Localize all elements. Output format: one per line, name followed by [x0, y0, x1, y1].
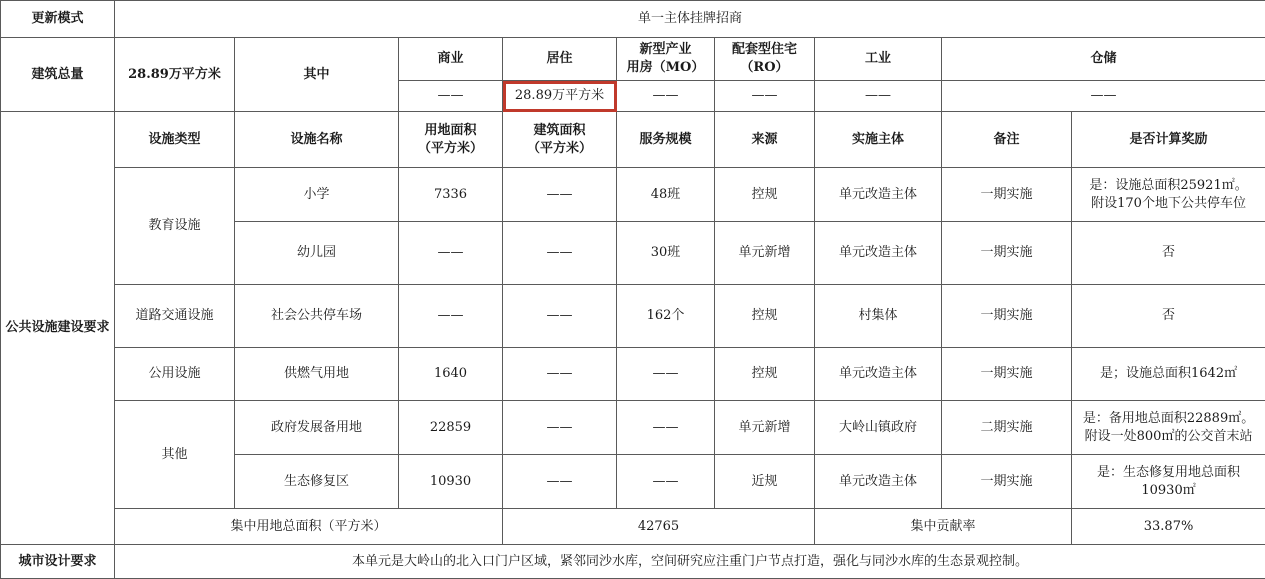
facility-name [235, 401, 399, 455]
building-area-text: —— [507, 244, 612, 262]
table-row [1, 401, 1265, 455]
category-header-text: 仓储 [946, 50, 1261, 68]
facility-column-header [235, 112, 399, 168]
note [942, 348, 1072, 401]
building-area [503, 455, 617, 509]
facility-name [235, 455, 399, 509]
category-value [942, 81, 1265, 112]
category-header [815, 38, 942, 81]
category-value-text: 28.89万平方米 [507, 87, 612, 105]
facility-column-header [942, 112, 1072, 168]
implementer [815, 168, 942, 222]
facility-name-text: 幼儿园 [239, 244, 394, 262]
facility-column-header-text: 设施类型 [119, 131, 230, 149]
facility-column-header-text: 备注 [946, 131, 1067, 149]
implementer [815, 222, 942, 285]
source [715, 168, 815, 222]
reward [1072, 222, 1265, 285]
category-header [617, 38, 715, 81]
building-area-text: —— [507, 365, 612, 383]
category-value-text: —— [719, 87, 810, 105]
implementer-text: 单元改造主体 [819, 365, 937, 383]
summary-rate-label [815, 509, 1072, 545]
service-scale-text: —— [621, 473, 710, 491]
facility-column-header [617, 112, 715, 168]
facility-name-text: 小学 [239, 186, 394, 204]
reward-text: 否 [1076, 244, 1261, 262]
land-area-text: 1640 [403, 365, 498, 383]
facility-column-header-text: 是否计算奖励 [1076, 131, 1261, 149]
category-header-text: 商业 [403, 50, 498, 68]
reward [1072, 168, 1265, 222]
implementer-text: 单元改造主体 [819, 186, 937, 204]
update-mode-value [115, 1, 1265, 38]
facility-type [115, 285, 235, 348]
note-text: 一期实施 [946, 244, 1067, 262]
update-mode-label-text: 更新模式 [5, 10, 110, 28]
facility-column-header-text: 服务规模 [621, 131, 710, 149]
of-which-label-text: 其中 [239, 66, 394, 84]
category-header-text: 配套型住宅 [719, 41, 810, 59]
facility-column-header [115, 112, 235, 168]
facility-type [115, 348, 235, 401]
building-area-text: —— [507, 186, 612, 204]
service-scale-text: 162个 [621, 307, 710, 325]
urban-design-label [1, 545, 115, 579]
land-area [399, 455, 503, 509]
land-area-text: 7336 [403, 186, 498, 204]
service-scale-text: 30班 [621, 244, 710, 262]
summary-total-label-text: 集中用地总面积（平方米） [119, 518, 498, 536]
service-scale-text: —— [621, 419, 710, 437]
category-value [503, 81, 617, 112]
land-area-text: —— [403, 244, 498, 262]
note-text: 一期实施 [946, 365, 1067, 383]
facility-name-text: 政府发展备用地 [239, 419, 394, 437]
building-area-text: —— [507, 473, 612, 491]
facility-column-header-text: 设施名称 [239, 131, 394, 149]
land-area [399, 222, 503, 285]
summary-total-value-text: 42765 [507, 518, 810, 536]
note [942, 401, 1072, 455]
land-area-text: —— [403, 307, 498, 325]
implementer [815, 348, 942, 401]
service-scale [617, 401, 715, 455]
category-header [399, 38, 503, 81]
building-total-label [1, 38, 115, 112]
land-area-text: 10930 [403, 473, 498, 491]
building-total-value [115, 38, 235, 112]
table-row [1, 168, 1265, 222]
reward-text: 是：设施总面积25921㎡。 [1076, 177, 1261, 195]
category-header-text: 新型产业 [621, 41, 710, 59]
category-header [503, 38, 617, 81]
category-header-text: （RO） [719, 59, 810, 77]
facility-column-header-text: （平方米） [403, 140, 498, 158]
category-header [942, 38, 1265, 81]
table-body [1, 1, 1265, 579]
update-mode-value-text: 单一主体挂牌招商 [119, 10, 1261, 28]
facility-column-header-text: （平方米） [507, 140, 612, 158]
source [715, 285, 815, 348]
note-text: 一期实施 [946, 307, 1067, 325]
facility-name [235, 348, 399, 401]
building-area [503, 348, 617, 401]
note-text: 一期实施 [946, 473, 1067, 491]
urban-design-text [115, 545, 1265, 579]
reward [1072, 285, 1265, 348]
table-row [1, 509, 1265, 545]
facility-column-header [503, 112, 617, 168]
building-area-text: —— [507, 419, 612, 437]
implementer [815, 401, 942, 455]
table-row [1, 112, 1265, 168]
service-scale [617, 455, 715, 509]
category-value-text: —— [621, 87, 710, 105]
building-total-label-text: 建筑总量 [5, 66, 110, 84]
note-text: 一期实施 [946, 186, 1067, 204]
building-area-text: —— [507, 307, 612, 325]
building-area [503, 401, 617, 455]
reward [1072, 401, 1265, 455]
note [942, 168, 1072, 222]
facility-type-text: 教育设施 [119, 217, 230, 235]
facility-type-text: 其他 [119, 446, 230, 464]
reward-text: 附设一处800㎡的公交首末站 [1076, 428, 1261, 446]
facility-name [235, 222, 399, 285]
reward-text: 是：生态修复用地总面积 [1076, 464, 1261, 482]
service-scale [617, 285, 715, 348]
source [715, 455, 815, 509]
source-text: 近规 [719, 473, 810, 491]
implementer-text: 单元改造主体 [819, 244, 937, 262]
table-row [1, 545, 1265, 579]
summary-rate-value-text: 33.87% [1076, 518, 1261, 536]
land-area [399, 348, 503, 401]
building-total-value-text: 28.89万平方米 [119, 66, 230, 84]
category-value [815, 81, 942, 112]
reward-text: 附设170个地下公共停车位 [1076, 195, 1261, 213]
summary-total-value [503, 509, 815, 545]
note [942, 455, 1072, 509]
reward-text: 10930㎡ [1076, 482, 1261, 500]
facility-column-header [1072, 112, 1265, 168]
summary-rate-label-text: 集中贡献率 [819, 518, 1067, 536]
facility-column-header [715, 112, 815, 168]
source [715, 222, 815, 285]
of-which-label [235, 38, 399, 112]
facility-name-text: 生态修复区 [239, 473, 394, 491]
reward [1072, 455, 1265, 509]
note [942, 285, 1072, 348]
facility-name [235, 168, 399, 222]
table-row [1, 1, 1265, 38]
facility-column-header-text: 建筑面积 [507, 122, 612, 140]
facility-column-header [815, 112, 942, 168]
facility-name [235, 285, 399, 348]
land-area [399, 168, 503, 222]
table-row [1, 285, 1265, 348]
category-header-text: 用房（MO） [621, 59, 710, 77]
summary-rate-value [1072, 509, 1265, 545]
source [715, 401, 815, 455]
facility-column-header [399, 112, 503, 168]
urban-design-label-text: 城市设计要求 [5, 553, 110, 571]
category-value-text: —— [403, 87, 498, 105]
implementer-text: 村集体 [819, 307, 937, 325]
reward-text: 是；设施总面积1642㎡ [1076, 365, 1261, 383]
facility-type-text: 道路交通设施 [119, 307, 230, 325]
source-text: 单元新增 [719, 419, 810, 437]
facility-type [115, 168, 235, 285]
public-facilities-label [1, 112, 115, 545]
category-value-text: —— [819, 87, 937, 105]
land-area [399, 285, 503, 348]
note-text: 二期实施 [946, 419, 1067, 437]
note [942, 222, 1072, 285]
implementer [815, 285, 942, 348]
land-area [399, 401, 503, 455]
service-scale-text: 48班 [621, 186, 710, 204]
category-value [399, 81, 503, 112]
facility-name-text: 供燃气用地 [239, 365, 394, 383]
implementer [815, 455, 942, 509]
implementer-text: 单元改造主体 [819, 473, 937, 491]
category-header-text: 工业 [819, 50, 937, 68]
reward-text: 否 [1076, 307, 1261, 325]
reward-text: 是：备用地总面积22889㎡。 [1076, 410, 1261, 428]
service-scale [617, 168, 715, 222]
service-scale [617, 348, 715, 401]
building-area [503, 168, 617, 222]
category-value [617, 81, 715, 112]
land-area-text: 22859 [403, 419, 498, 437]
update-mode-label [1, 1, 115, 38]
category-header [715, 38, 815, 81]
public-facilities-label-text: 公共设施建设要求 [5, 319, 110, 337]
table-row [1, 38, 1265, 81]
implementer-text: 大岭山镇政府 [819, 419, 937, 437]
urban-design-text-text: 本单元是大岭山的北入口门户区域，紧邻同沙水库，空间研究应注重门户节点打造，强化与同沙水库的生态景观控制。 [119, 553, 1261, 571]
service-scale-text: —— [621, 365, 710, 383]
facility-type-text: 公用设施 [119, 365, 230, 383]
reward [1072, 348, 1265, 401]
facility-column-header-text: 来源 [719, 131, 810, 149]
service-scale [617, 222, 715, 285]
table-row [1, 348, 1265, 401]
facility-type [115, 401, 235, 509]
building-area [503, 285, 617, 348]
source-text: 单元新增 [719, 244, 810, 262]
summary-total-label [115, 509, 503, 545]
source-text: 控规 [719, 365, 810, 383]
facility-name-text: 社会公共停车场 [239, 307, 394, 325]
category-header-text: 居住 [507, 50, 612, 68]
facility-column-header-text: 用地面积 [403, 122, 498, 140]
source-text: 控规 [719, 307, 810, 325]
building-area [503, 222, 617, 285]
source [715, 348, 815, 401]
facility-column-header-text: 实施主体 [819, 131, 937, 149]
category-value [715, 81, 815, 112]
source-text: 控规 [719, 186, 810, 204]
category-value-text: —— [946, 87, 1261, 105]
